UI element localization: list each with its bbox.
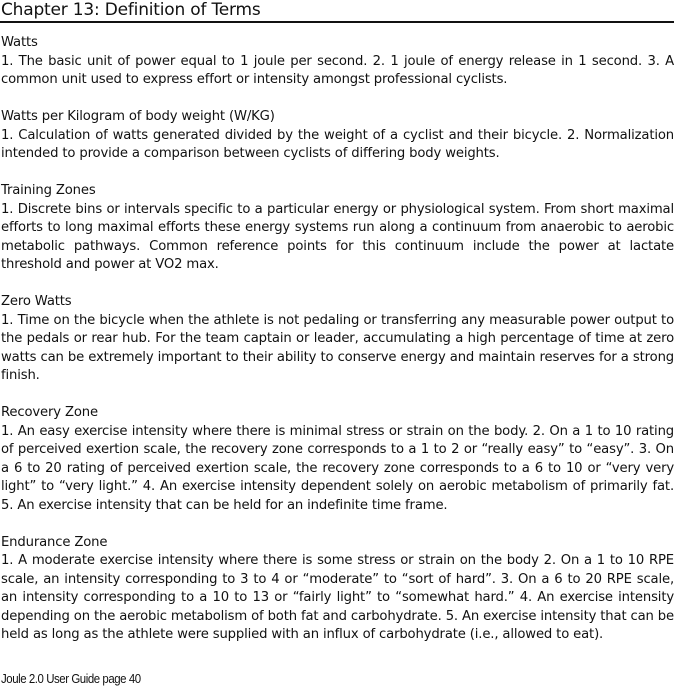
term-definition: 1. A moderate exercise intensity where there is some stress or strain on the body 2. On a 1 to 10 RPE scale, an intensity corresponding to 3 to 4 or “moderate” to “sort of hard”. 3. On a 6 to 20 RPE scale, an intensity corresponding to a 10 to 13 or “fairly light” to “somewhat hard.” 4. An exercise intensity depending on the aerobic metabolism of both fat and carbohydrate. 5. An exercise intensity that can be held as long as the athlete were supplied with an influx of carbohydrate (i.e., allowed to eat). <box>1 553 674 642</box>
term-definition: 1. An easy exercise intensity where there is minimal stress or strain on the body. 2. On a 1 to 10 rating of perceived exertion scale, the recovery zone corresponds to a 1 to 2 or “really easy” to “easy”. 3. On a 6 to 20 rating of perceived exertion scale, the recovery zone corresponds to a 6 to 10 or “very very light” to “very light.” 4. An exercise intensity dependent solely on aerobic metabolism of primarily fat. 5. An exercise intensity that can be held for an indefinite time frame. <box>1 423 674 513</box>
term-name: Training Zones <box>1 183 96 198</box>
term-zero-watts <box>1 293 674 386</box>
term-name: Watts <box>1 35 38 50</box>
terms-list <box>1 34 674 663</box>
title-divider <box>0 21 674 23</box>
term-name: Endurance Zone <box>1 534 108 550</box>
term-name: Zero Watts <box>1 294 72 309</box>
term-name: Recovery Zone <box>1 405 98 420</box>
term-watts-per-kilogram <box>1 108 674 164</box>
term-definition: 1. Time on the bicycle when the athlete is not pedaling or transferring any measurable power output to the pedals or rear hub. For the team captain or leader, accumulating a high percentage of time at zero watts can be extremely important to their ability to conserve energy and maintain reserves for a strong finish. <box>1 312 674 383</box>
term-endurance-zone <box>1 534 674 645</box>
term-recovery-zone <box>1 404 674 515</box>
term-definition: 1. Discrete bins or intervals specific to a particular energy or physiological system. From short maximal efforts to long maximal efforts these energy systems run along a continuum from anaerobic to aerobic metabolic pathways. Common reference points for this continuum include the power at lactate threshold and power at VO2 max. <box>1 201 674 272</box>
term-training-zones <box>1 182 674 275</box>
term-watts <box>1 34 674 90</box>
term-name: Watts per Kilogram of body weight (W/KG) <box>1 109 275 124</box>
term-definition: 1. The basic unit of power equal to 1 joule per second. 2. 1 joule of energy release in 1 second. 3. A common unit used to express effort or intensity amongst professional cyclists. <box>1 53 674 87</box>
chapter-title: Chapter 13: Definition of Terms <box>1 0 261 20</box>
page-footer: Joule 2.0 User Guide page 40 <box>1 671 141 686</box>
term-definition: 1. Calculation of watts generated divided by the weight of a cyclist and their bicycle. 2. Normalization intended to provide a comparison between cyclists of differing body weights. <box>1 127 674 161</box>
